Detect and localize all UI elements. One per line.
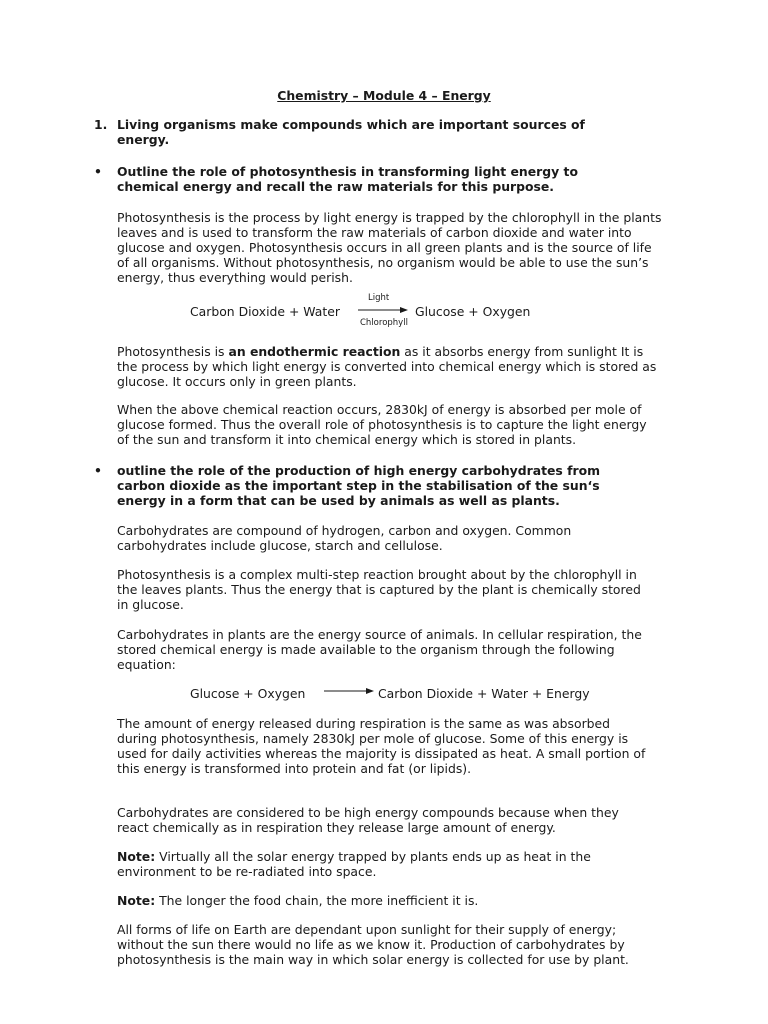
section-number: 1. [94,117,108,132]
equation-reactants: Glucose + Oxygen [190,686,306,701]
paragraph: Carbohydrates are considered to be high energy compounds because when they react chemically as in respiration they release large amount of energy. [117,805,619,835]
section-heading: Living organisms make compounds which are important sources of energy. [117,117,585,147]
reaction-arrow [358,305,408,315]
note-label: Note: [117,849,156,864]
paragraph: The amount of energy released during respiration is the same as was absorbed during photosynthesis, namely 2830kJ per mole of glucose. Some of this energy is used for daily activities whereas the majority is dissipated as heat. A small portion of this energy is transformed into protein and fat (or lipids). [117,716,646,776]
bullet-heading-photosynthesis: Outline the role of photosynthesis in transforming light energy to chemical energy and recall the raw materials for this purpose. [117,164,578,194]
bullet-marker: • [94,463,102,478]
paragraph: All forms of life on Earth are dependant upon sunlight for their supply of energy; without the sun there would no life as we know it. Production of carbohydrates by photosynthesis is the main way in which solar energy is collected for use by plant. [117,922,629,967]
note: Note: Virtually all the solar energy trapped by plants ends up as heat in the environment to be re-radiated into space. [117,849,591,879]
paragraph: Photosynthesis is an endothermic reaction as it absorbs energy from sunlight It is the process by which light energy is converted into chemical energy which is stored as glucose. It occurs only in green plants. [117,344,657,389]
paragraph: When the above chemical reaction occurs, 2830kJ of energy is absorbed per mole of glucose formed. Thus the overall role of photosynthesis is to capture the light energy of the sun and transform it into chemical energy which is stored in plants. [117,402,647,447]
paragraph: Carbohydrates in plants are the energy source of animals. In cellular respiration, the stored chemical energy is made available to the organism through the following equation: [117,627,642,672]
paragraph: Photosynthesis is a complex multi-step reaction brought about by the chlorophyll in the leaves plants. Thus the energy that is captured by the plant is chemically stored in glucose. [117,567,641,612]
document-title: Chemistry – Module 4 – Energy [277,88,491,103]
paragraph: Photosynthesis is the process by light energy is trapped by the chlorophyll in the plants leaves and is used to transform the raw materials of carbon dioxide and water into glucose and oxygen. Photosynthesis occurs in all green plants and is the source of life of all organisms. Without photosynthesis, no organism would be able to use the sun’s energy, thus everything would perish. [117,210,662,285]
equation-condition-below: Chlorophyll [360,318,408,328]
equation-products: Carbon Dioxide + Water + Energy [378,686,590,701]
bullet-marker: • [94,164,102,179]
equation-products: Glucose + Oxygen [415,304,531,319]
bold-term: an endothermic reaction [228,344,401,359]
paragraph: Carbohydrates are compound of hydrogen, carbon and oxygen. Common carbohydrates include glucose, starch and cellulose. [117,523,572,553]
reaction-arrow [324,686,374,696]
bullet-heading-carbohydrates: outline the role of the production of high energy carbohydrates from carbon dioxide as the important step in the stabilisation of the sun‘s energy in a form that can be used by animals as well as plants. [117,463,601,508]
note: Note: The longer the food chain, the more inefficient it is. [117,893,479,908]
equation-condition-above: Light [368,293,390,303]
equation-reactants: Carbon Dioxide + Water [190,304,340,319]
note-label: Note: [117,893,156,908]
